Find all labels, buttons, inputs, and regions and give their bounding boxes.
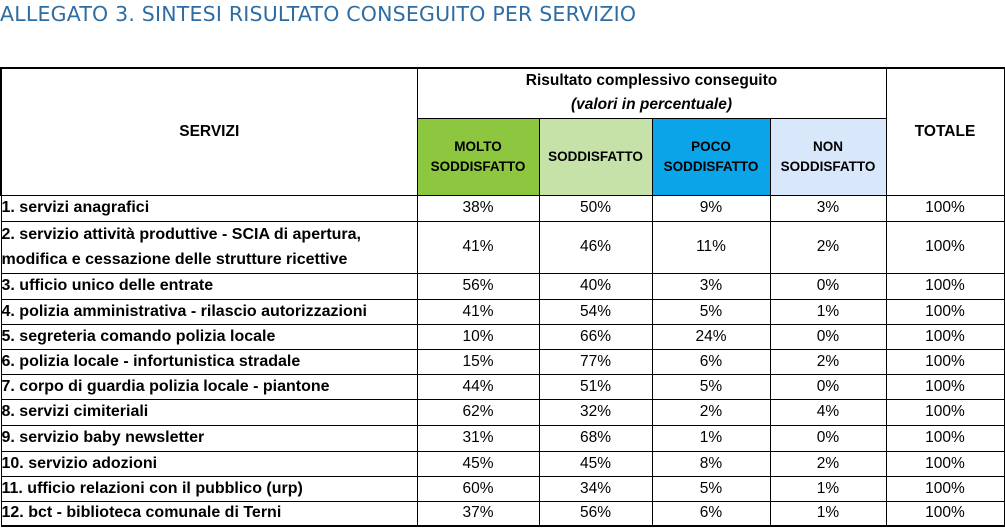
- table-row: [1, 349, 1004, 374]
- cell-totale: 100%: [886, 399, 1004, 425]
- cell-servizio: 7. corpo di guardia polizia locale - piantone: [1, 374, 417, 399]
- cell-servizio: 8. servizi cimiteriali: [1, 399, 417, 425]
- cell-servizio: 6. polizia locale - infortunistica stradale: [1, 349, 417, 374]
- cell-totale: 100%: [886, 324, 1004, 349]
- cell-molto: 56%: [417, 273, 539, 299]
- cell-servizio: 3. ufficio unico delle entrate: [1, 273, 417, 299]
- cell-non: 2%: [770, 349, 886, 374]
- table-row: [1, 374, 1004, 399]
- cell-molto: 62%: [417, 399, 539, 425]
- cell-soddisfatto: 40%: [539, 273, 652, 299]
- table-row: [1, 195, 1004, 221]
- cell-molto: 60%: [417, 476, 539, 501]
- cell-molto: 10%: [417, 324, 539, 349]
- cell-molto: 15%: [417, 349, 539, 374]
- table-row: [1, 221, 1004, 273]
- cell-non: 3%: [770, 195, 886, 221]
- cell-totale: 100%: [886, 425, 1004, 451]
- cell-poco: 11%: [652, 221, 770, 273]
- cell-soddisfatto: 66%: [539, 324, 652, 349]
- cell-soddisfatto: 45%: [539, 451, 652, 476]
- cell-soddisfatto: 46%: [539, 221, 652, 273]
- cell-servizio: 4. polizia amministrativa - rilascio autorizzazioni: [1, 299, 417, 324]
- cell-servizio: 2. servizio attività produttive - SCIA di apertura, modifica e cessazione delle strutture ricettive: [1, 221, 417, 273]
- table-row: [1, 399, 1004, 425]
- cell-totale: 100%: [886, 195, 1004, 221]
- cell-totale: 100%: [886, 299, 1004, 324]
- header-group: [417, 68, 886, 118]
- cell-poco: 1%: [652, 425, 770, 451]
- cell-non: 1%: [770, 501, 886, 526]
- table-row: [1, 324, 1004, 349]
- cell-non: 4%: [770, 399, 886, 425]
- cell-soddisfatto: 51%: [539, 374, 652, 399]
- cell-totale: 100%: [886, 501, 1004, 526]
- cell-molto: 31%: [417, 425, 539, 451]
- cell-totale: 100%: [886, 374, 1004, 399]
- cell-servizio: 9. servizio baby newsletter: [1, 425, 417, 451]
- cell-totale: 100%: [886, 221, 1004, 273]
- cell-soddisfatto: 34%: [539, 476, 652, 501]
- cell-molto: 41%: [417, 221, 539, 273]
- cell-soddisfatto: 50%: [539, 195, 652, 221]
- table-row: [1, 273, 1004, 299]
- cell-poco: 5%: [652, 476, 770, 501]
- cell-molto: 38%: [417, 195, 539, 221]
- cell-poco: 2%: [652, 399, 770, 425]
- table-row: [1, 299, 1004, 324]
- cell-totale: 100%: [886, 349, 1004, 374]
- cell-non: 0%: [770, 273, 886, 299]
- cell-poco: 9%: [652, 195, 770, 221]
- header-non-soddisfatto: NON SODDISFATTO: [770, 118, 886, 195]
- table-row: [1, 451, 1004, 476]
- header-poco-soddisfatto: POCO SODDISFATTO: [652, 118, 770, 195]
- cell-poco: 5%: [652, 299, 770, 324]
- cell-totale: 100%: [886, 451, 1004, 476]
- cell-servizio: 5. segreteria comando polizia locale: [1, 324, 417, 349]
- cell-non: 0%: [770, 324, 886, 349]
- document-title: ALLEGATO 3. SINTESI RISULTATO CONSEGUITO PER SERVIZIO: [0, 2, 637, 26]
- table-row: [1, 425, 1004, 451]
- header-totale: TOTALE: [886, 68, 1004, 195]
- cell-molto: 37%: [417, 501, 539, 526]
- cell-non: 2%: [770, 451, 886, 476]
- cell-totale: 100%: [886, 476, 1004, 501]
- cell-poco: 24%: [652, 324, 770, 349]
- cell-servizio: 11. ufficio relazioni con il pubblico (urp): [1, 476, 417, 501]
- header-soddisfatto: SODDISFATTO: [539, 118, 652, 195]
- cell-non: 1%: [770, 299, 886, 324]
- header-group-title: Risultato complessivo conseguito: [525, 72, 778, 89]
- cell-servizio: 12. bct - biblioteca comunale di Terni: [1, 501, 417, 526]
- cell-soddisfatto: 32%: [539, 399, 652, 425]
- cell-servizio: 1. servizi anagrafici: [1, 195, 417, 221]
- cell-soddisfatto: 54%: [539, 299, 652, 324]
- cell-molto: 41%: [417, 299, 539, 324]
- cell-poco: 6%: [652, 501, 770, 526]
- cell-soddisfatto: 56%: [539, 501, 652, 526]
- cell-non: 2%: [770, 221, 886, 273]
- cell-poco: 8%: [652, 451, 770, 476]
- cell-molto: 44%: [417, 374, 539, 399]
- cell-servizio: 10. servizio adozioni: [1, 451, 417, 476]
- cell-poco: 6%: [652, 349, 770, 374]
- cell-molto: 45%: [417, 451, 539, 476]
- cell-totale: 100%: [886, 273, 1004, 299]
- cell-poco: 3%: [652, 273, 770, 299]
- table-row: [1, 476, 1004, 501]
- header-molto-soddisfatto: MOLTO SODDISFATTO: [417, 118, 539, 195]
- table-row: [1, 501, 1004, 526]
- header-servizi: SERVIZI: [1, 68, 417, 195]
- results-table: [0, 67, 1005, 527]
- cell-poco: 5%: [652, 374, 770, 399]
- cell-non: 0%: [770, 374, 886, 399]
- cell-soddisfatto: 77%: [539, 349, 652, 374]
- cell-soddisfatto: 68%: [539, 425, 652, 451]
- cell-non: 0%: [770, 425, 886, 451]
- cell-non: 1%: [770, 476, 886, 501]
- header-group-subtitle: (valori in percentuale): [570, 96, 733, 113]
